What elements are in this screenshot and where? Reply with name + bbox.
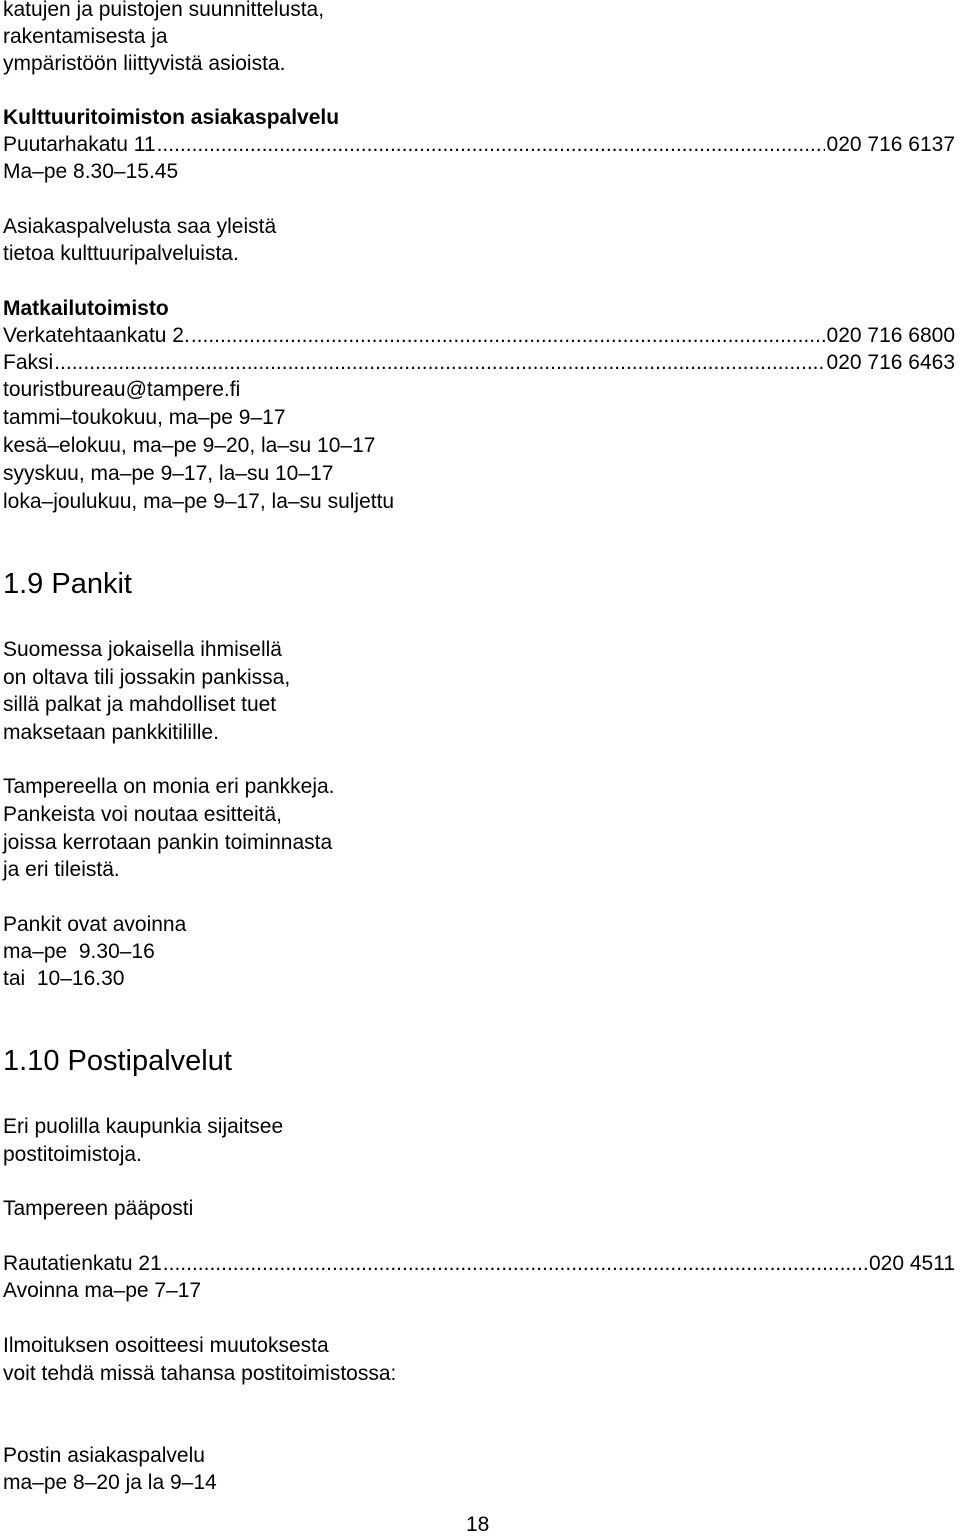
intro-line: katujen ja puistojen suunnittelusta, [3,0,325,21]
matkailu-hours-line: tammi–toukokuu, ma–pe 9–17 [3,406,286,429]
pankit-p1-line: Suomessa jokaisella ihmisellä [3,638,282,661]
kulttuuri-hours: Ma–pe 8.30–15.45 [3,160,179,183]
intro-line: rakentamisesta ja [3,25,168,48]
matkailu-hours-line: syyskuu, ma–pe 9–17, la–su 10–17 [3,462,334,485]
leader-dots [191,322,825,349]
matkailu-email: touristbureau@tampere.fi [3,378,241,401]
posti-service-line: ma–pe 8–20 ja la 9–14 [3,1471,217,1494]
intro-line: ympäristöön liittyvistä asioista. [3,52,286,75]
pankit-p3-line: tai 10–16.30 [3,967,125,990]
posti-address: Rautatienkatu 21 [3,1252,162,1275]
kulttuuri-info-line: tietoa kulttuuripalveluista. [3,242,239,265]
posti-address-row [3,1250,955,1277]
kulttuuri-title: Kulttuuritoimiston asiakaspalvelu [3,106,340,129]
pankit-p3-line: ma–pe 9.30–16 [3,940,155,963]
pankit-p2-line: Tampereella on monia eri pankkeja. [3,775,335,798]
section-heading-pankit: 1.9 Pankit [3,568,132,600]
leader-dots [163,1250,867,1277]
kulttuuri-address-row [3,131,955,158]
matkailu-fax-label: Faksi [3,351,54,374]
matkailu-phone: 020 716 6800 [826,324,955,347]
posti-main-office: Tampereen pääposti [3,1197,194,1220]
pankit-p2-line: Pankeista voi noutaa esitteitä, [3,803,283,826]
kulttuuri-info-line: Asiakaspalvelusta saa yleistä [3,215,277,238]
kulttuuri-address: Puutarhakatu 11 [3,133,156,156]
posti-phone: 020 4511 [868,1252,955,1275]
page-number: 18 [466,1513,490,1536]
pankit-p2-line: joissa kerrotaan pankin toiminnasta [3,831,333,854]
matkailu-fax-row [3,349,955,376]
matkailu-address: Verkatehtaankatu 2. [3,324,190,347]
pankit-p1-line: sillä palkat ja mahdolliset tuet [3,693,277,716]
posti-p1-line: Eri puolilla kaupunkia sijaitsee [3,1115,284,1138]
matkailu-title: Matkailutoimisto [3,297,169,320]
kulttuuri-phone: 020 716 6137 [826,133,955,156]
posti-p1-line: postitoimistoja. [3,1143,142,1166]
matkailu-address-row [3,322,955,349]
pankit-p2-line: ja eri tileistä. [3,858,120,881]
leader-dots [54,349,824,376]
pankit-p1-line: maksetaan pankkitilille. [3,721,219,744]
pankit-p1-line: on oltava tili jossakin pankissa, [3,666,291,689]
matkailu-fax: 020 716 6463 [826,351,955,374]
posti-hours: Avoinna ma–pe 7–17 [3,1279,202,1302]
matkailu-hours-line: loka–joulukuu, ma–pe 9–17, la–su suljettu [3,490,395,513]
leader-dots [157,131,825,158]
matkailu-hours-line: kesä–elokuu, ma–pe 9–20, la–su 10–17 [3,434,376,457]
pankit-p3-line: Pankit ovat avoinna [3,913,187,936]
section-heading-posti: 1.10 Postipalvelut [3,1045,232,1077]
posti-service-line: Postin asiakaspalvelu [3,1444,205,1467]
posti-p2-line: voit tehdä missä tahansa postitoimistossa: [3,1362,397,1385]
posti-p2-line: Ilmoituksen osoitteesi muutoksesta [3,1334,329,1357]
